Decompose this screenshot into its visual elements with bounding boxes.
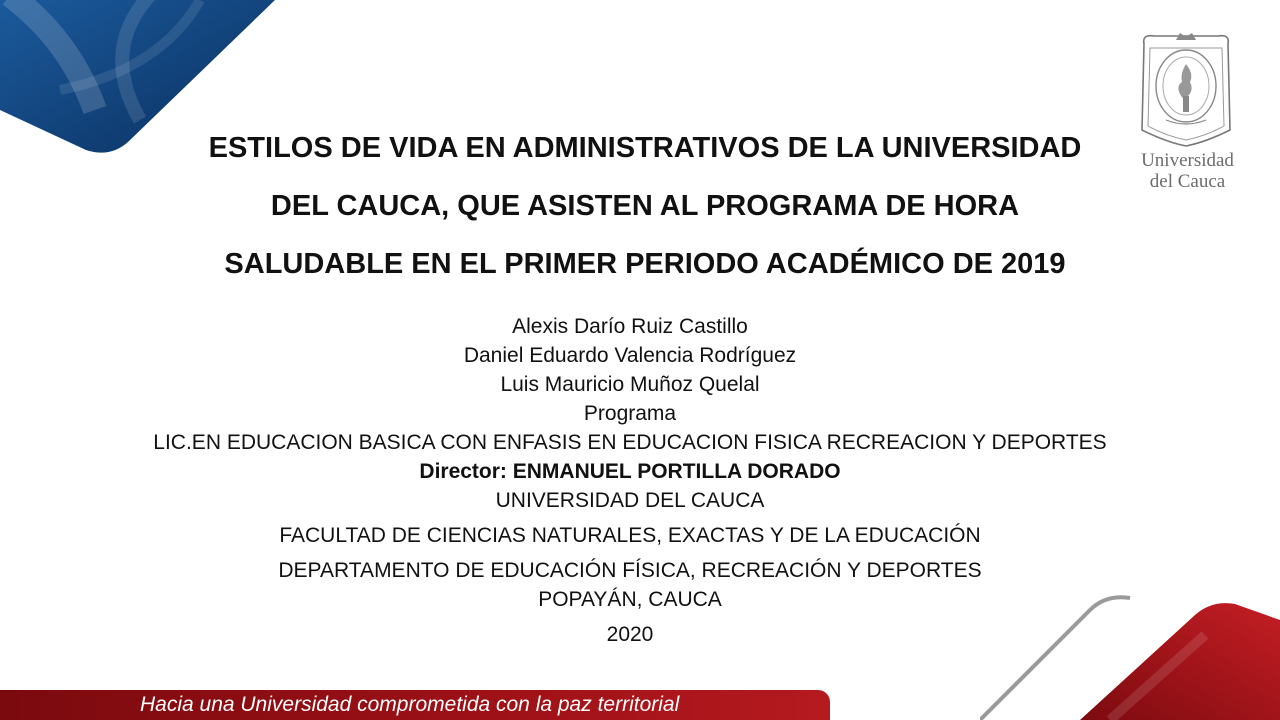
page-title	[140, 128, 1150, 302]
department-name: DEPARTAMENTO DE EDUCACIÓN FÍSICA, RECREACIÓN Y DEPORTES	[278, 559, 982, 582]
year: 2020	[606, 623, 654, 646]
author-1: Alexis Darío Ruiz Castillo	[512, 315, 748, 338]
logo-name-line1: Universidad	[1141, 150, 1234, 171]
author-2: Daniel Eduardo Valencia Rodríguez	[463, 344, 797, 367]
university-name: UNIVERSIDAD DEL CAUCA	[495, 489, 765, 512]
program-name: LIC.EN EDUCACION BASICA CON ENFASIS EN EDUCACION FISICA RECREACION Y DEPORTES	[153, 431, 1107, 454]
program-label: Programa	[583, 402, 677, 425]
logo-name-line2: del Cauca	[1149, 171, 1226, 192]
author-3: Luis Mauricio Muñoz Quelal	[500, 373, 760, 396]
title-line-2: DEL CAUCA, QUE ASISTEN AL PROGRAMA DE HORA	[270, 190, 1020, 222]
credits-block	[0, 312, 1260, 649]
footer-bar	[0, 690, 830, 720]
footer-slogan: Hacia una Universidad comprometida con la paz territorial	[140, 693, 680, 716]
city: POPAYÁN, CAUCA	[538, 588, 722, 611]
university-seal-icon	[1136, 30, 1236, 148]
title-line-3: SALUDABLE EN EL PRIMER PERIODO ACADÉMICO DE 2019	[224, 248, 1066, 280]
director: Director: ENMANUEL PORTILLA DORADO	[419, 460, 841, 483]
faculty-name: FACULTAD DE CIENCIAS NATURALES, EXACTAS Y DE LA EDUCACIÓN	[279, 524, 981, 547]
title-line-1: ESTILOS DE VIDA EN ADMINISTRATIVOS DE LA UNIVERSIDAD	[208, 132, 1082, 164]
